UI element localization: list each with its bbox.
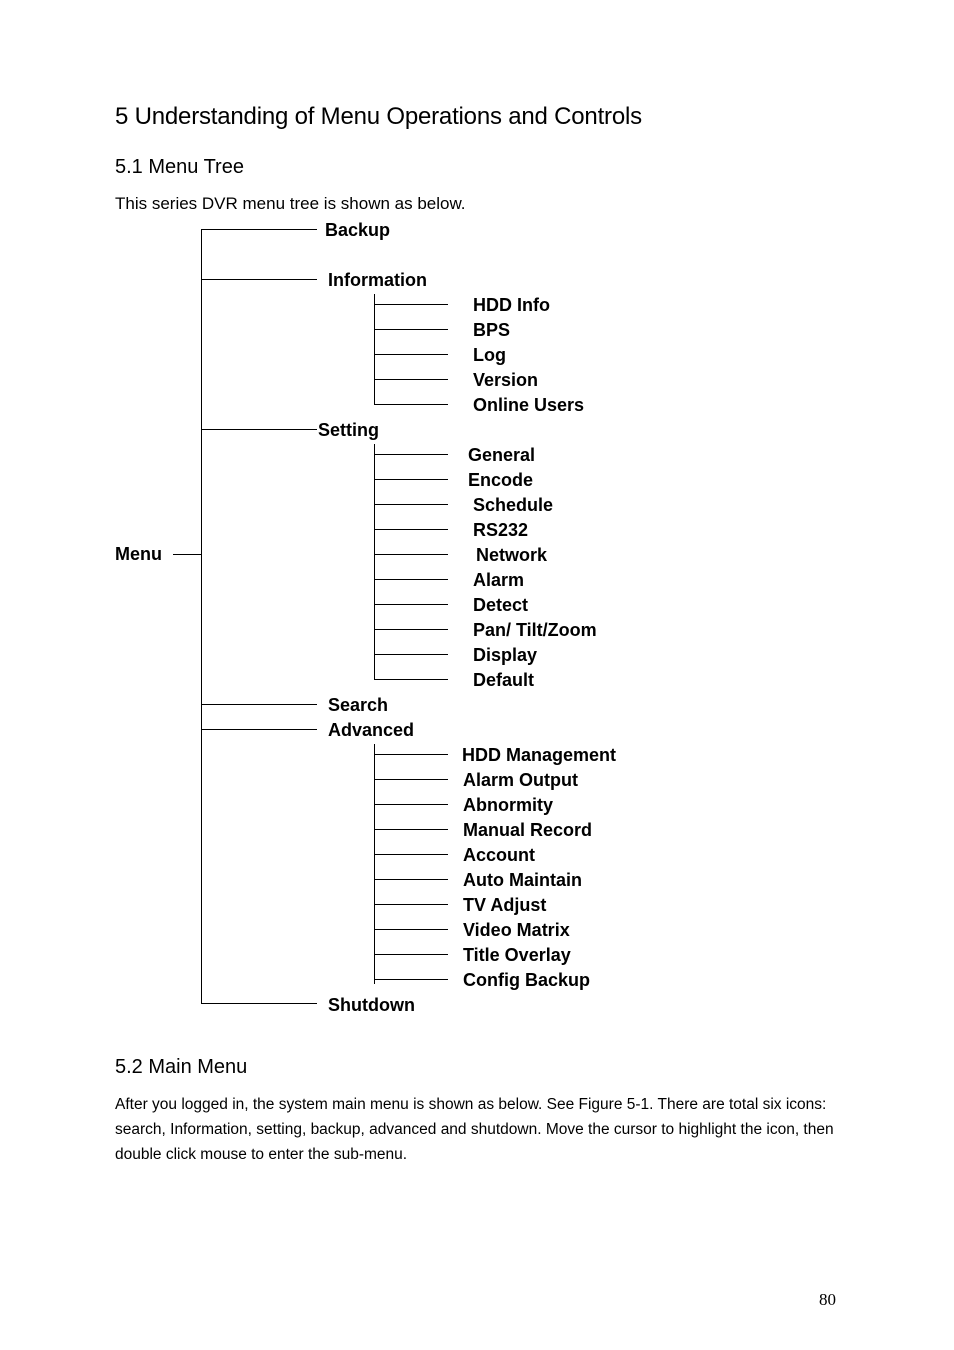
tree-item-network: Network [476, 545, 548, 565]
tree-item-hdd-info: HDD Info [473, 295, 550, 315]
tree-item-tv-adjust: TV Adjust [463, 895, 547, 915]
branch-line [201, 1003, 317, 1004]
tree-item-information: Information [328, 270, 427, 290]
section-title-main-menu: 5.2 Main Menu [115, 1056, 248, 1078]
branch-line [374, 379, 448, 380]
tree-item-search: Search [328, 695, 389, 715]
branch-line [374, 479, 448, 480]
tree-spine [201, 229, 202, 1003]
tree-item-version: Version [473, 370, 539, 390]
branch-line [201, 429, 317, 430]
root-connector [173, 554, 202, 555]
branch-line [201, 279, 317, 280]
tree-item-hdd-management: HDD Management [462, 745, 617, 765]
tree-item-display: Display [473, 645, 538, 665]
branch-line [374, 929, 448, 930]
tree-item-general: General [468, 445, 536, 465]
intro-text: This series DVR menu tree is shown as below. [115, 194, 466, 213]
tree-item-shutdown: Shutdown [328, 995, 415, 1015]
branch-line [374, 654, 448, 655]
advanced-spine [374, 744, 375, 984]
branch-line [201, 229, 317, 230]
tree-item-rs232: RS232 [473, 520, 529, 540]
branch-line [374, 504, 448, 505]
branch-line [374, 854, 448, 855]
tree-item-log: Log [473, 345, 506, 365]
tree-item-video-matrix: Video Matrix [463, 920, 570, 940]
branch-line [374, 804, 448, 805]
tree-item-detect: Detect [473, 595, 529, 615]
page-number: 80 [819, 1290, 836, 1309]
branch-line [374, 579, 448, 580]
tree-item-encode: Encode [468, 470, 534, 490]
branch-line [374, 329, 448, 330]
branch-line [374, 629, 448, 630]
branch-line [374, 904, 448, 905]
tree-item-account: Account [463, 845, 535, 865]
branch-line [374, 954, 448, 955]
tree-item-advanced: Advanced [328, 720, 415, 740]
branch-line [374, 554, 448, 555]
tree-item-default: Default [473, 670, 535, 690]
tree-item-title-overlay: Title Overlay [463, 945, 571, 965]
tree-item-alarm: Alarm [473, 570, 525, 590]
tree-item-schedule: Schedule [473, 495, 554, 515]
branch-line [374, 829, 448, 830]
tree-item-pan-tilt-zoom: Pan/ Tilt/Zoom [473, 620, 597, 640]
branch-line [374, 604, 448, 605]
branch-line [374, 754, 448, 755]
branch-line [374, 304, 448, 305]
branch-line [374, 454, 448, 455]
branch-line [201, 704, 317, 705]
branch-line [201, 729, 317, 730]
tree-item-setting: Setting [318, 420, 379, 440]
tree-item-abnormity: Abnormity [463, 795, 553, 815]
tree-item-auto-maintain: Auto Maintain [463, 870, 582, 890]
branch-line [374, 404, 448, 405]
main-menu-paragraph: After you logged in, the system main menu is shown as below. See Figure 5-1. There are total six icons: search, Information, setting, backup, advanced and shutdown. Move the cursor to highlight the icon, then double click mouse to enter the sub-menu. [115, 1096, 834, 1163]
tree-item-alarm-output: Alarm Output [463, 770, 578, 790]
branch-line [374, 779, 448, 780]
branch-line [374, 879, 448, 880]
information-spine [374, 294, 375, 404]
branch-line [374, 679, 448, 680]
tree-item-manual-record: Manual Record [463, 820, 593, 840]
tree-item-bps: BPS [473, 320, 511, 340]
tree-item-backup: Backup [325, 220, 391, 240]
section-title-menu-tree: 5.1 Menu Tree [115, 156, 244, 178]
branch-line [374, 529, 448, 530]
branch-line [374, 354, 448, 355]
branch-line [374, 979, 448, 980]
tree-item-config-backup: Config Backup [463, 970, 591, 990]
tree-item-online-users: Online Users [473, 395, 585, 415]
chapter-title: 5 Understanding of Menu Operations and Controls [115, 103, 642, 130]
tree-root-menu: Menu [115, 544, 162, 564]
